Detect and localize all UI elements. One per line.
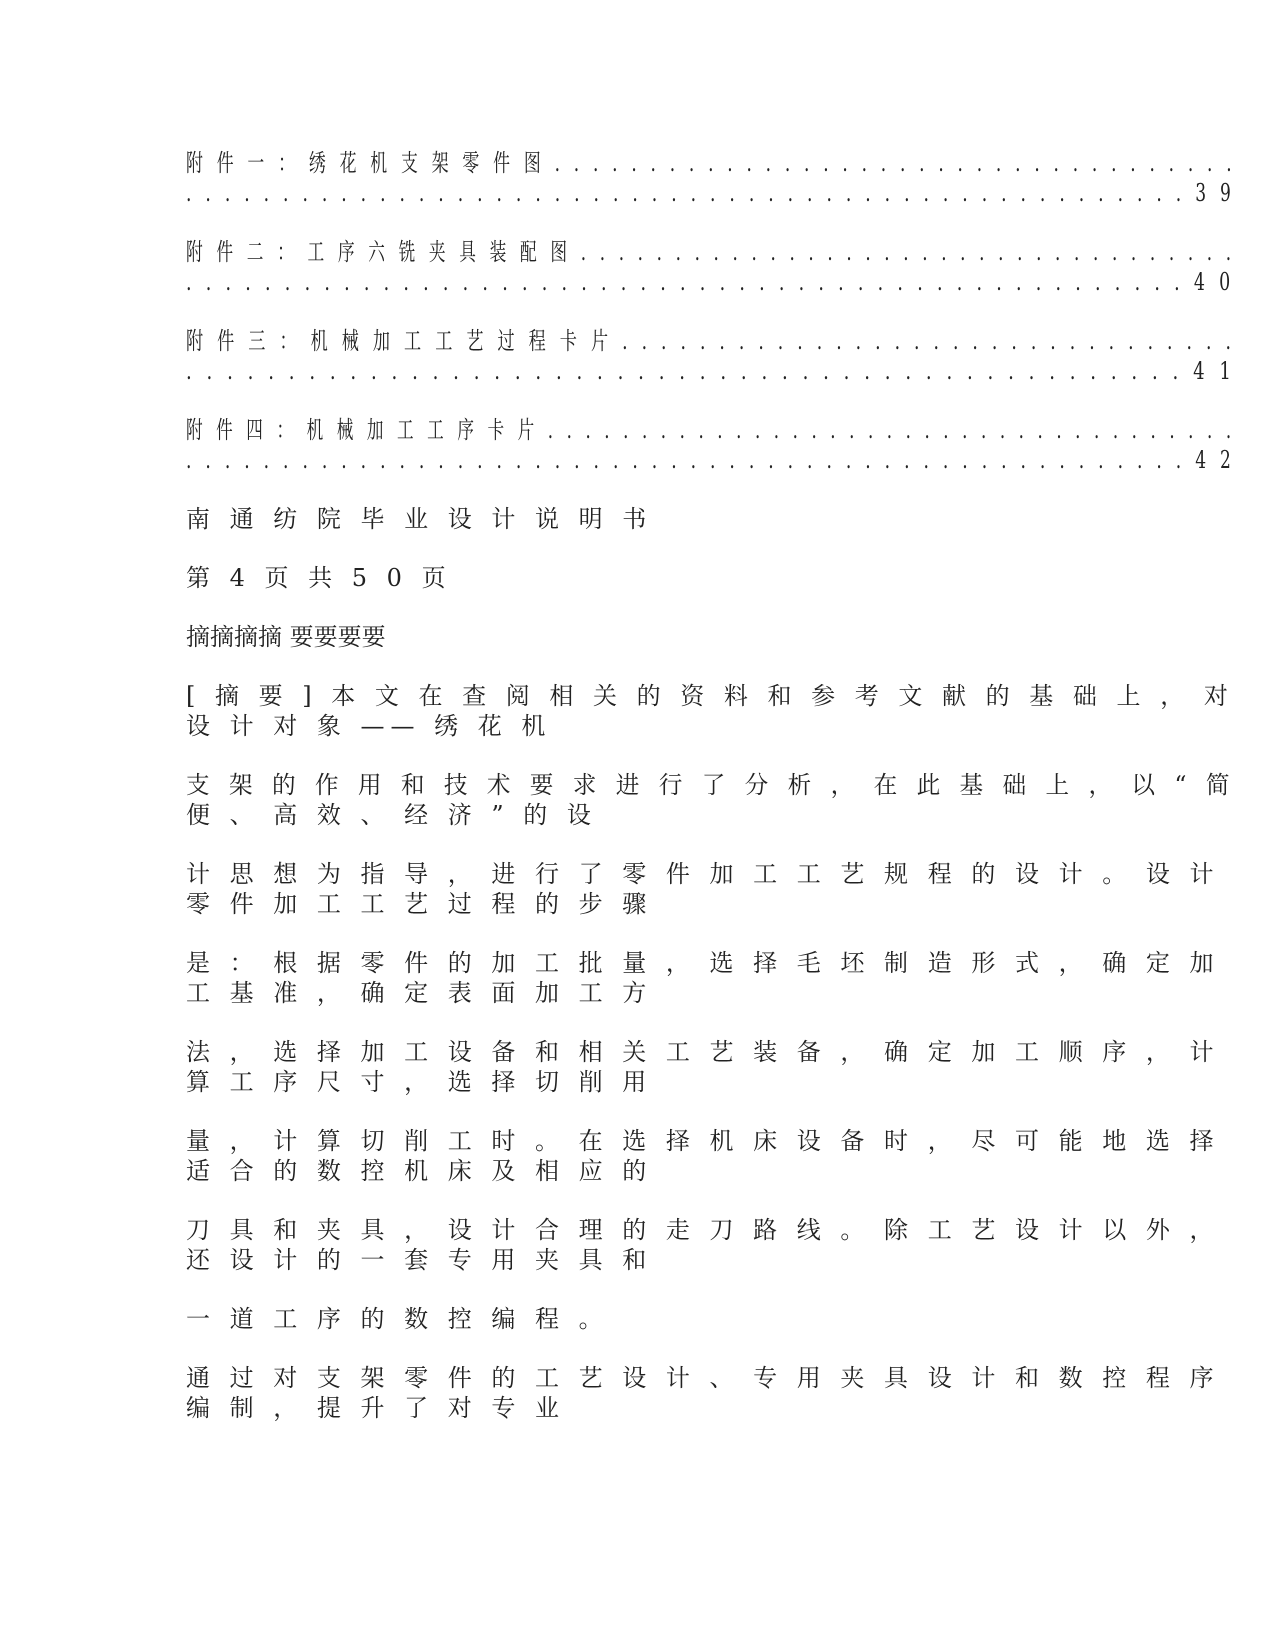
abstract-para-7-line-1: 刀 具 和 夹 具 ， 设 计 合 理 的 走 刀 路 线 。 除 工 艺 设 计 以 外 ， (186, 1216, 1220, 1244)
abstract-para-5-line-2: 算 工 序 尺 寸 ， 选 择 切 削 用 (186, 1068, 653, 1096)
toc-entry-1-line-1: 附 件 一 ： 绣 花 机 支 架 零 件 图 . . . . . . . . . . . . . . . . . . . . . . . . . . . . . . . . . . . . (186, 149, 1236, 177)
abstract-para-4-line-1: 是 ： 根 据 零 件 的 加 工 批 量 ， 选 择 毛 坯 制 造 形 式 ， 确 定 加 (186, 949, 1220, 977)
page-info: 第 4 页 共 5 0 页 (186, 564, 452, 592)
abstract-para-5-line-1: 法 ， 选 择 加 工 设 备 和 相 关 工 艺 装 备 ， 确 定 加 工 顺 序 ， 计 (186, 1038, 1220, 1066)
abstract-para-7-line-2: 还 设 计 的 一 套 专 用 夹 具 和 (186, 1246, 653, 1274)
toc-entry-3-line-2: . . . . . . . . . . . . . . . . . . . . . . . . . . . . . . . . . . . . . . . . . . . . . . . . . 4 1 (186, 357, 1236, 385)
abstract-para-2-line-1: 支 架 的 作 用 和 技 术 要 求 进 行 了 分 析 ， 在 此 基 础 上 ， 以 “ 简 (186, 771, 1236, 799)
toc-entry-4-line-1: 附 件 四 ： 机 械 加 工 工 序 卡 片 . . . . . . . . . . . . . . . . . . . . . . . . . . . . . . . . . . . . . (186, 416, 1236, 444)
toc-entry-2-line-2: . . . . . . . . . . . . . . . . . . . . . . . . . . . . . . . . . . . . . . . . . . . . . . . . . . . 4 0 (186, 268, 1235, 296)
abstract-para-9-line-1: 通 过 对 支 架 零 件 的 工 艺 设 计 、 专 用 夹 具 设 计 和 数 控 程 序 (186, 1364, 1220, 1392)
abstract-para-9-line-2: 编 制 ， 提 升 了 对 专 业 (186, 1394, 566, 1422)
abstract-para-6-line-2: 适 合 的 数 控 机 床 及 相 应 的 (186, 1157, 653, 1185)
document-title: 南 通 纺 院 毕 业 设 计 说 明 书 (186, 505, 653, 533)
abstract-para-3-line-2: 零 件 加 工 工 艺 过 程 的 步 骤 (186, 890, 653, 918)
toc-entry-3-line-1: 附 件 三 ： 机 械 加 工 工 艺 过 程 卡 片 . . . . . . . . . . . . . . . . . . . . . . . . . . . . . . . . (186, 327, 1236, 355)
abstract-para-8-line-1: 一 道 工 序 的 数 控 编 程 。 (186, 1305, 609, 1333)
abstract-para-2-line-2: 便 、 高 效 、 经 济 ” 的 设 (186, 801, 597, 829)
toc-entry-1-line-2: . . . . . . . . . . . . . . . . . . . . . . . . . . . . . . . . . . . . . . . . . . . . . . . . . . . . 3 9 (186, 179, 1236, 207)
abstract-para-1-line-2: 设 计 对 象 —— 绣 花 机 (186, 712, 552, 740)
abstract-para-4-line-2: 工 基 准 ， 确 定 表 面 加 工 方 (186, 979, 653, 1007)
abstract-para-3-line-1: 计 思 想 为 指 导 ， 进 行 了 零 件 加 工 工 艺 规 程 的 设 计 。 设 计 (186, 860, 1220, 888)
abstract-para-6-line-1: 量 ， 计 算 切 削 工 时 。 在 选 择 机 床 设 备 时 ， 尽 可 能 地 选 择 (186, 1127, 1220, 1155)
toc-entry-2-line-1: 附 件 二 ： 工 序 六 铣 夹 具 装 配 图 . . . . . . . . . . . . . . . . . . . . . . . . . . . . . . . . . . . (186, 238, 1236, 266)
abstract-heading: 摘摘摘摘 要要要要 (186, 623, 386, 651)
toc-entry-4-line-2: . . . . . . . . . . . . . . . . . . . . . . . . . . . . . . . . . . . . . . . . . . . . . . . . . . . . 4 2 (186, 446, 1236, 474)
abstract-para-1-line-1: [ 摘 要 ] 本 文 在 查 阅 相 关 的 资 料 和 参 考 文 献 的 基 础 上 ， 对 (186, 682, 1234, 710)
